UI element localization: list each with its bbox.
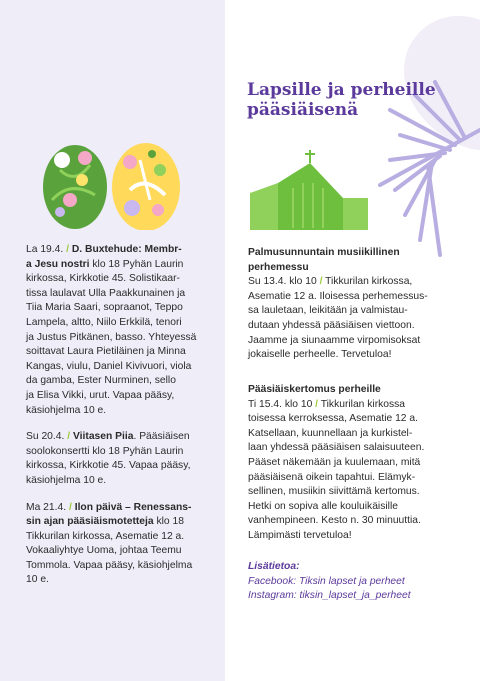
event-title: Ilon päivä – Renessans- bbox=[74, 501, 192, 513]
event-buxtehude bbox=[26, 243, 218, 418]
event-text-line: ja Elisa Vikki, urut. Vapaa pääsy, bbox=[26, 389, 175, 401]
event-text-line: Tommola. Vapaa pääsy, käsiohjelma bbox=[26, 559, 193, 571]
event-text: Tikkurilan kirkossa, bbox=[322, 276, 413, 288]
event-title: Palmusunnuntain musiikillinen bbox=[248, 247, 400, 258]
event-text-line: sellinen, musiikin siivittämä kertomus. bbox=[248, 486, 420, 498]
slash-divider: / bbox=[315, 398, 319, 410]
event-text-line: ja Justus Pitkänen, basso. Yhteyessä bbox=[26, 331, 197, 343]
event-perhemessu bbox=[248, 246, 476, 363]
event-text-line: dutaan yhdessä pääsiäisen viettoon. bbox=[248, 319, 415, 331]
event-date: Su 20.4. bbox=[26, 431, 65, 443]
event-text-line: Asematie 12 a. Iloisessa perhemessus- bbox=[248, 290, 428, 302]
event-text-line: Jaamme ja siunaamme virpomisoksat bbox=[248, 334, 421, 346]
instagram-link[interactable]: Instagram: tiksin_lapset_ja_perheet bbox=[248, 590, 411, 602]
event-text-line: Katsellaan, kuunnellaan ja kurkistel- bbox=[248, 427, 413, 439]
left-column-events bbox=[26, 243, 218, 600]
event-text-line: vanhempineen. Kesto n. 30 minuuttia. bbox=[248, 515, 421, 527]
section-heading bbox=[247, 80, 477, 120]
event-text: klo 18 Pyhän Laurin bbox=[89, 258, 184, 270]
event-date: Ma 21.4. bbox=[26, 501, 67, 513]
event-date: Su 13.4. klo 10 bbox=[248, 276, 317, 288]
event-text-line: tissa laulavat Ulla Paakkunainen ja bbox=[26, 287, 186, 299]
event-paasiaiskertomus bbox=[248, 383, 476, 544]
event-text-line: käsiohjelma 10 e. bbox=[26, 404, 107, 416]
event-text-line: sa lauletaan, leikitään ja valmistau- bbox=[248, 305, 408, 317]
slash-divider: / bbox=[68, 501, 72, 513]
event-text-line: jokaiselle perheelle. Tervetuloa! bbox=[248, 349, 392, 361]
event-text-line: Lampela, altto, Niilo Erkkilä, tenori bbox=[26, 316, 182, 328]
event-text-line: laan yhdessä pääsiäisen salaisuuteen. bbox=[248, 442, 425, 454]
event-text-line: soolokonsertti klo 18 Pyhän Laurin bbox=[26, 445, 184, 457]
slash-divider: / bbox=[66, 244, 69, 255]
slash-divider: / bbox=[67, 431, 71, 443]
event-title-cont: sin ajan pääsiäismotetteja bbox=[26, 516, 154, 528]
event-text-line: pääsiäisenä oikein tapahtui. Elämyk- bbox=[248, 471, 416, 483]
event-text-line: Vokaaliyhtye Uoma, johtaa Teemu bbox=[26, 545, 182, 557]
event-text-line: Kangas, viulu, Daniel Kivivuori, viola bbox=[26, 360, 192, 372]
event-date: La 19.4. bbox=[26, 244, 64, 255]
heading-line-2: pääsiäisenä bbox=[247, 100, 359, 120]
more-info bbox=[248, 560, 476, 604]
event-viitasen-piia bbox=[26, 430, 218, 488]
heading-line-1: Lapsille ja perheille bbox=[247, 80, 436, 100]
event-title: D. Buxtehude: Membr- bbox=[71, 244, 182, 255]
event-text-line: da gamba, Ester Nurminen, sello bbox=[26, 375, 176, 387]
event-ilon-paiva bbox=[26, 501, 218, 589]
event-text-line: kirkossa, Kirkkotie 45. Solistikaar- bbox=[26, 273, 180, 285]
facebook-link[interactable]: Facebook: Tiksin lapset ja perheet bbox=[248, 575, 405, 587]
event-title-cont: perhemessu bbox=[248, 261, 309, 273]
event-title: Viitasen Piia bbox=[72, 431, 134, 443]
more-info-title: Lisätietoa: bbox=[248, 561, 300, 572]
event-text-line: käsiohjelma 10 e. bbox=[26, 474, 107, 486]
slash-divider: / bbox=[319, 276, 323, 288]
event-text: . Pääsiäisen bbox=[133, 431, 190, 443]
event-text-line: kirkossa, Kirkkotie 45. Vapaa pääsy, bbox=[26, 460, 191, 472]
event-text-line: 10 e. bbox=[26, 574, 49, 586]
event-text: Tikkurilan kirkossa bbox=[318, 398, 406, 410]
event-title: Pääsiäiskertomus perheille bbox=[248, 384, 381, 395]
event-text-line: toisessa kerroksessa, Asematie 12 a. bbox=[248, 413, 418, 425]
church-illustration bbox=[248, 148, 373, 233]
event-text-line: soittavat Laura Pietiläinen ja Minna bbox=[26, 346, 186, 358]
event-date: Ti 15.4. klo 10 bbox=[248, 398, 313, 410]
event-text-line: Tikkurilan kirkossa, Asematie 12 a. bbox=[26, 530, 185, 542]
event-text-line: Hetki on sopiva alle kouluikäisille bbox=[248, 500, 398, 512]
event-text-line: Tiia Maria Saari, sopraanot, Teppo bbox=[26, 302, 183, 314]
event-text-line: Lämpimästi tervetuloa! bbox=[248, 529, 352, 541]
event-title-cont: a Jesu nostri bbox=[26, 258, 90, 270]
event-text: klo 18 bbox=[153, 516, 184, 528]
easter-eggs-illustration bbox=[40, 140, 185, 230]
event-text-line: Pääset näkemään ja kuulemaan, mitä bbox=[248, 456, 421, 468]
